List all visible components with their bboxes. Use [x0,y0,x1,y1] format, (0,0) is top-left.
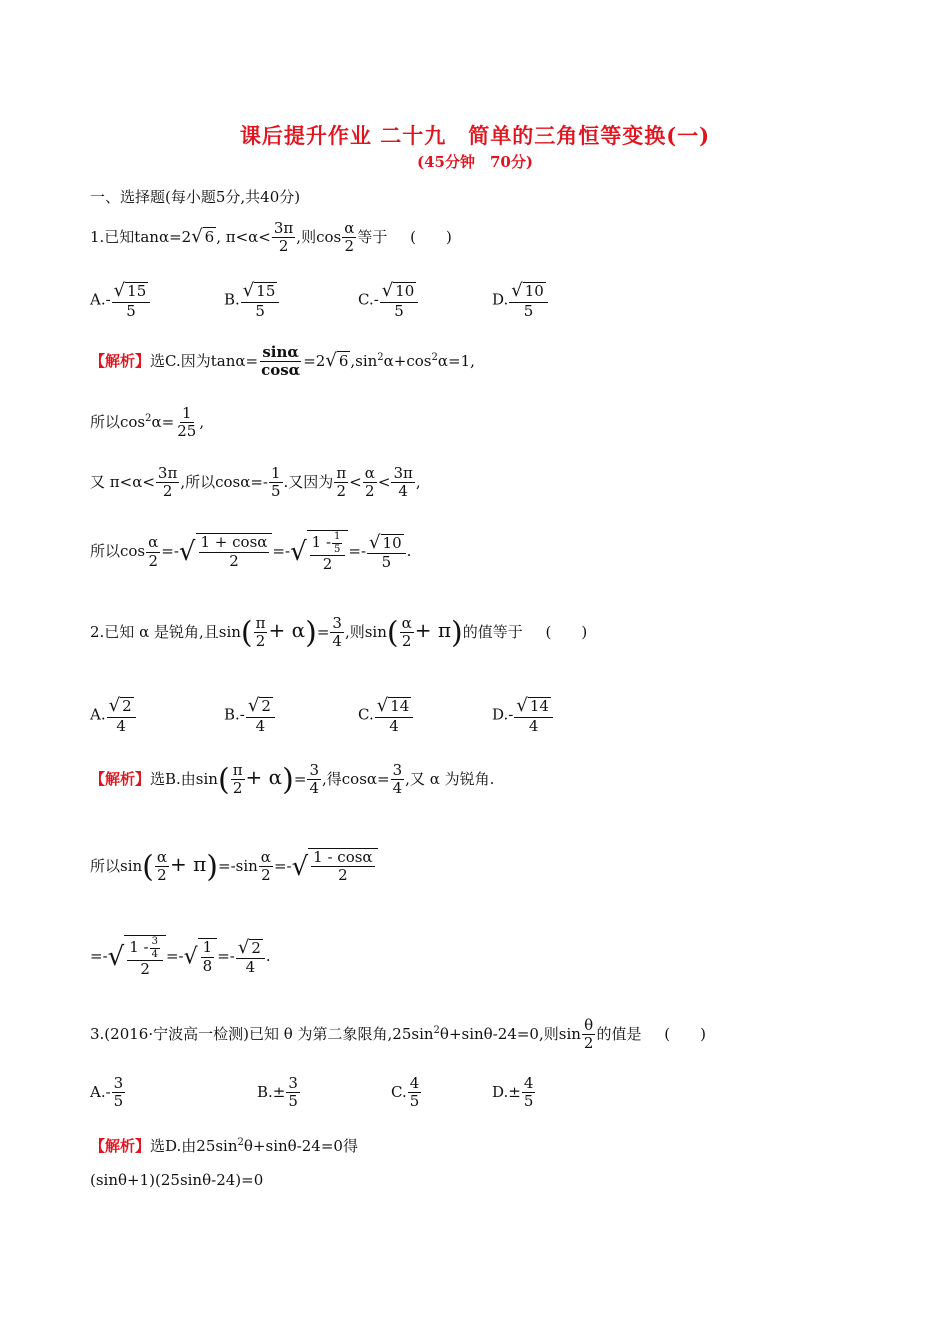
q2-option-c: C. $\frac{√ 14}{4}$ [358,696,414,735]
q1-option-a: A.- $\frac{√ 15}{5}$ [90,281,151,320]
q1-solution-line-2: 所以$\cos^2\alpha=$ $\frac{1}{25}$ , [90,404,205,441]
q1-solution-line-3: 又 π<α< $\frac{3\pi}{2}$ ,所以cosα=- $\frac{1}{5}$ .又因为 $\frac{\pi}{2}$ < $\frac{\alpha}{2}$ < $\frac{3\pi}{4}$ , [90,464,421,501]
solution-tag: 【解析】 [90,351,151,370]
q2-option-a: A. $\frac{√ 2}{4}$ [90,696,137,735]
q3-option-a: A.- $\frac{3}{5}$ [90,1074,124,1111]
section-heading: 一、选择题(每小题5分,共40分) [90,188,301,206]
question-3-stem: 3.(2016·宁波高一检测)已知 θ 为第二象限角$,25\sin^2\theta+\sin\theta-24=0$,则sin $\frac{\theta}{2}$ 的值是 ( ) [90,1016,706,1053]
question-1-stem: 1.已知tanα=2√ 6 , π<α< $\frac{3\pi}{2}$ ,则cos $\frac{\alpha}{2}$ 等于 ( ) [90,219,452,256]
q1-option-b: B. $\frac{√ 15}{5}$ [224,281,280,320]
answer-blank: ( ) [410,227,452,246]
q2-solution-line-3: =-√ 1 - $\frac{3}{4}$ 2 =-√ $\frac{1}{8}$ =- $\frac{√ 2}{4}$ . [90,936,271,978]
q2-option-b: B.- $\frac{√ 2}{4}$ [224,696,276,735]
q1-option-d: D. $\frac{√ 10}{5}$ [492,281,549,320]
q2-option-d: D.- $\frac{√ 14}{4}$ [492,696,554,735]
q3-solution-line-1: 【解析】选D.由$25\sin^2\theta+\sin\theta-24=0$得 [90,1137,358,1155]
q3-option-d: D.± $\frac{4}{5}$ [492,1074,534,1111]
answer-blank: ( ) [664,1024,706,1043]
page-subtitle: (45分钟 70分) [417,153,533,171]
answer-blank: ( ) [545,622,588,641]
solution-tag: 【解析】 [90,769,151,788]
page-title: 课后提升作业 二十九 简单的三角恒等变换(一) [239,123,711,148]
q1-solution-line-1: 【解析】选C.因为tanα= $\frac{\sin\alpha}{\cos\alpha}$ =2√ 6 $,\sin^2\alpha+\cos^2\alpha=1$, [90,343,475,380]
question-2-stem: 2.已知 α 是锐角,且sin( $\frac{\pi}{2}$ + α)= $\frac{3}{4}$ ,则sin( $\frac{\alpha}{2}$ + π)的值等于 ( ) [90,614,588,651]
q3-option-b: B.± $\frac{3}{5}$ [257,1074,298,1111]
solution-tag: 【解析】 [90,1137,151,1155]
q1-solution-line-4: 所以cos $\frac{\alpha}{2}$ =-√ $\frac{1 + \cos\alpha}{2}$ =-√ 1 - $\frac{1}{5}$ 2 =- $\frac{√ 10}{5}$ . [90,531,412,573]
q1-option-c: C.- $\frac{√ 10}{5}$ [358,281,419,320]
q3-option-c: C. $\frac{4}{5}$ [391,1074,420,1111]
q2-solution-line-2: 所以sin( $\frac{\alpha}{2}$ + π)=-sin $\frac{\alpha}{2}$ =-√ $\frac{1 - \cos\alpha}{2}$ [90,848,378,885]
q2-solution-line-1: 【解析】选B.由sin( $\frac{\pi}{2}$ + α)= $\frac{3}{4}$ ,得cosα= $\frac{3}{4}$ ,又 α 为锐角. [90,761,495,798]
q3-solution-line-2: (sinθ+1)(25sinθ-24)=0 [90,1171,264,1189]
